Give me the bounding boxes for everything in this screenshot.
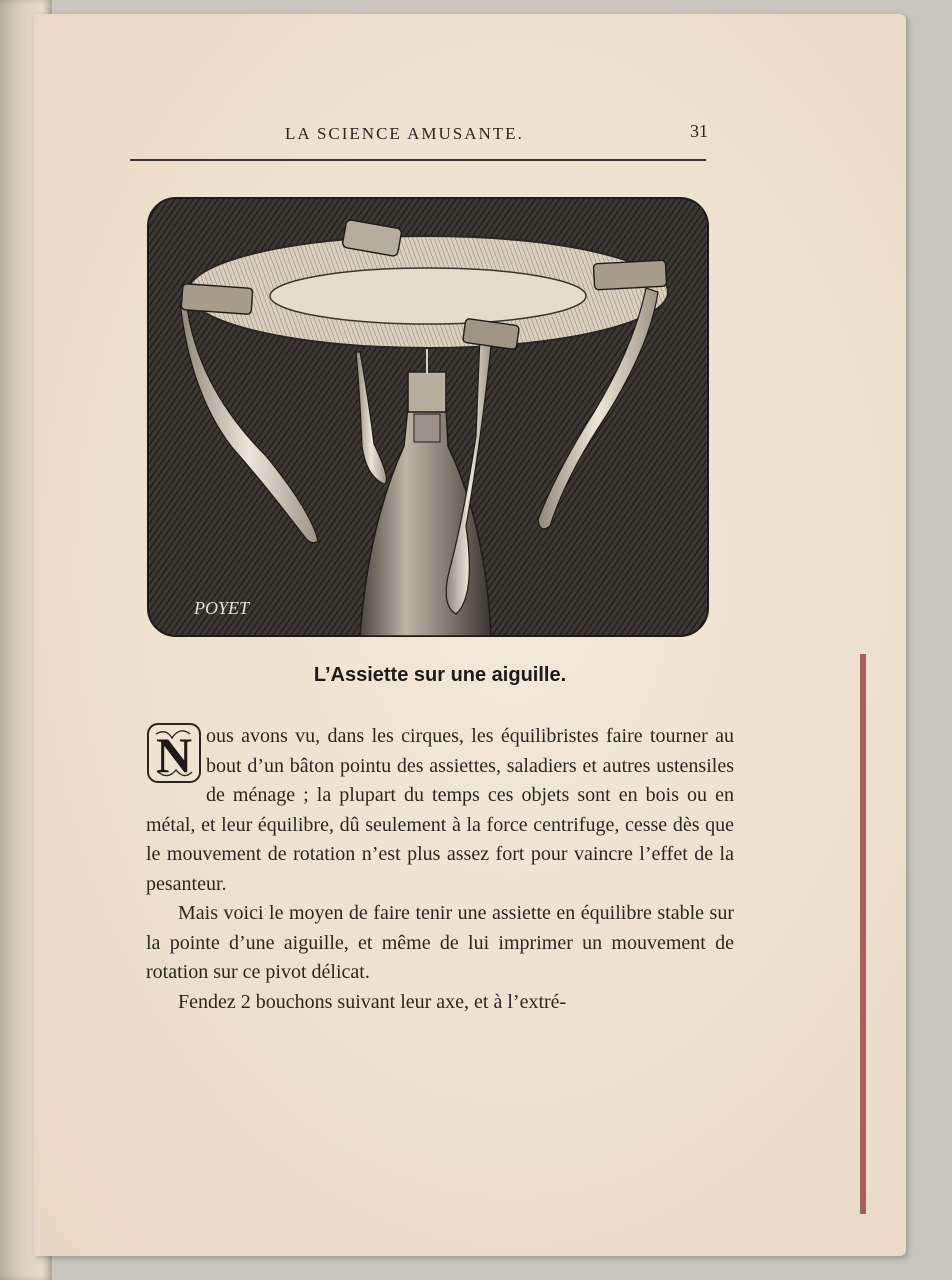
running-head-title: LA SCIENCE AMUSANTE. <box>285 124 524 143</box>
artist-signature: POYET <box>194 598 250 618</box>
plate-well <box>270 268 586 324</box>
paragraph-3: Fendez 2 bouchons suivant leur axe, et à l’extré- <box>178 990 567 1013</box>
drop-cap-letter: N <box>155 727 193 783</box>
cork-left <box>181 284 253 315</box>
paragraph-1 <box>146 722 734 899</box>
paragraph-1-text: ous avons vu, dans les cirques, les équilibristes faire tourner au bout d’un bâton pointu des assiettes, saladiers et autres ustensiles de ménage ; la plupart du temps ces objets sont en bois ou en métal, et leur équilibre, dû seulement à la force centrifuge, cesse dès que le mouvement de rotation n’est plus assez fort pour vaincre l’effet de la pesanteur. <box>146 725 734 895</box>
figure-caption: L’Assiette sur une aiguille. <box>313 664 567 686</box>
header-rule <box>130 159 706 161</box>
engraving-illustration <box>146 196 710 638</box>
body-text <box>146 722 734 1017</box>
running-head <box>130 121 710 151</box>
spine-edge <box>860 654 866 1214</box>
bottle-cork <box>408 372 446 412</box>
page-number: 31 <box>690 121 708 141</box>
drop-cap-ornament <box>146 722 202 784</box>
cork-right <box>593 260 666 290</box>
paragraph-2: Mais voici le moyen de faire tenir une assiette en équilibre stable sur la pointe d’une aiguille, et même de lui imprimer un mouvement de rotation sur ce pivot délicat. <box>146 902 734 983</box>
